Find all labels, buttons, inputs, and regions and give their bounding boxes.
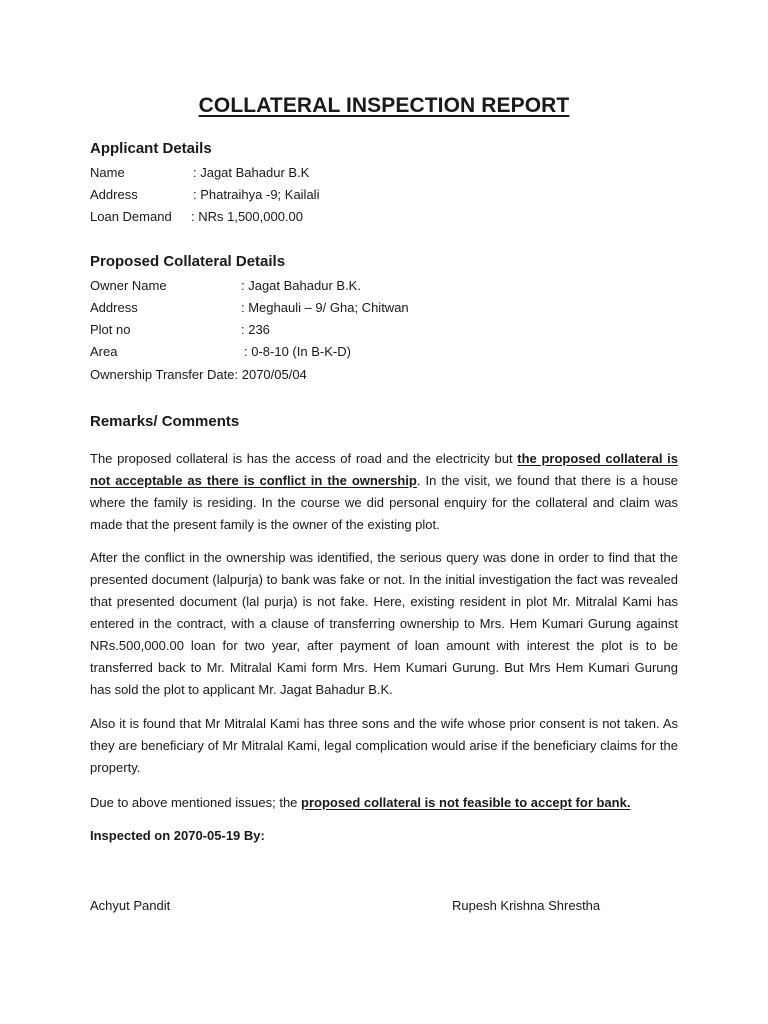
remarks-paragraph-1	[90, 448, 678, 536]
collateral-owner-label: Owner Name	[90, 278, 167, 293]
collateral-area-label: Area	[90, 344, 118, 359]
collateral-plot-value: : 236	[241, 322, 270, 337]
collateral-area-value: : 0-8-10 (In B-K-D)	[244, 344, 351, 359]
remarks-heading: Remarks/ Comments	[90, 413, 240, 430]
collateral-area-row	[90, 342, 690, 362]
collateral-heading: Proposed Collateral Details	[90, 253, 286, 270]
remarks-paragraph-2: After the conflict in the ownership was identified, the serious query was done in order to find that the presented document (lalpurja) to bank was fake or not. In the initial investigation the fact was revealed that presented document (lal purja) is not fake. Here, existing resident in plot Mr. Mitralal Kami has entered in the contract, with a clause of transferring ownership to Mrs. Hem Kumari Gurung against NRs.500,000.00 loan for two year, after payment of loan amount with interest the plot is to be transferred back to Mr. Mitralal Kami form Mrs. Hem Kumari Gurung. But Mrs Hem Kumari Gurung has sold the plot to applicant Mr. Jagat Bahadur B.K.	[90, 550, 678, 697]
remarks-p4-text-start: Due to above mentioned issues; the	[90, 795, 302, 810]
applicant-address-value: : Phatraihya -9; Kailali	[193, 187, 320, 202]
collateral-plot-row	[90, 320, 690, 340]
collateral-address-row	[90, 298, 690, 318]
collateral-owner-row	[90, 276, 690, 296]
remarks-p1-emphasis: the proposed collateral is not acceptable as there is conflict in the ownership	[90, 451, 678, 488]
applicant-loan-value: : NRs 1,500,000.00	[191, 209, 304, 224]
applicant-heading: Applicant Details	[90, 140, 212, 157]
remarks-p1-text-start: The proposed collateral is has the access of road and the electricity but	[90, 451, 518, 466]
collateral-address-value: : Meghauli – 9/ Gha; Chitwan	[241, 300, 409, 315]
applicant-loan-label: Loan Demand	[90, 209, 172, 224]
collateral-plot-label: Plot no	[90, 322, 131, 337]
applicant-name-value: : Jagat Bahadur B.K	[193, 165, 310, 180]
collateral-transfer-label: Ownership Transfer Date: 2070/05/04	[90, 367, 307, 382]
collateral-owner-value: : Jagat Bahadur B.K.	[241, 278, 361, 293]
collateral-transfer-row	[90, 365, 690, 385]
applicant-address-label: Address	[90, 187, 138, 202]
applicant-name-row	[90, 163, 690, 183]
inspected-on-line: Inspected on 2070-05-19 By:	[90, 828, 265, 843]
applicant-name-label: Name	[90, 165, 125, 180]
remarks-paragraph-4	[90, 792, 678, 814]
remarks-paragraph-3: Also it is found that Mr Mitralal Kami has three sons and the wife whose prior consent is not taken. As they are beneficiary of Mr Mitralal Kami, legal complication would arise if the beneficiary claims for the property.	[90, 716, 678, 775]
report-title: COLLATERAL INSPECTION REPORT	[198, 94, 570, 117]
signature-left-name: Achyut Pandit	[90, 898, 171, 913]
signature-right-name: Rupesh Krishna Shrestha	[452, 898, 601, 913]
applicant-loan-row	[90, 207, 690, 227]
collateral-address-label: Address	[90, 300, 138, 315]
remarks-p4-emphasis: proposed collateral is not feasible to accept for bank.	[301, 795, 631, 810]
applicant-address-row	[90, 185, 690, 205]
remarks-p1-text-end: . In the visit, we found that there is a house where the family is residing. In the course we did personal enquiry for the collateral and claim was made that the present family is the owner of the existing plot.	[90, 473, 678, 532]
